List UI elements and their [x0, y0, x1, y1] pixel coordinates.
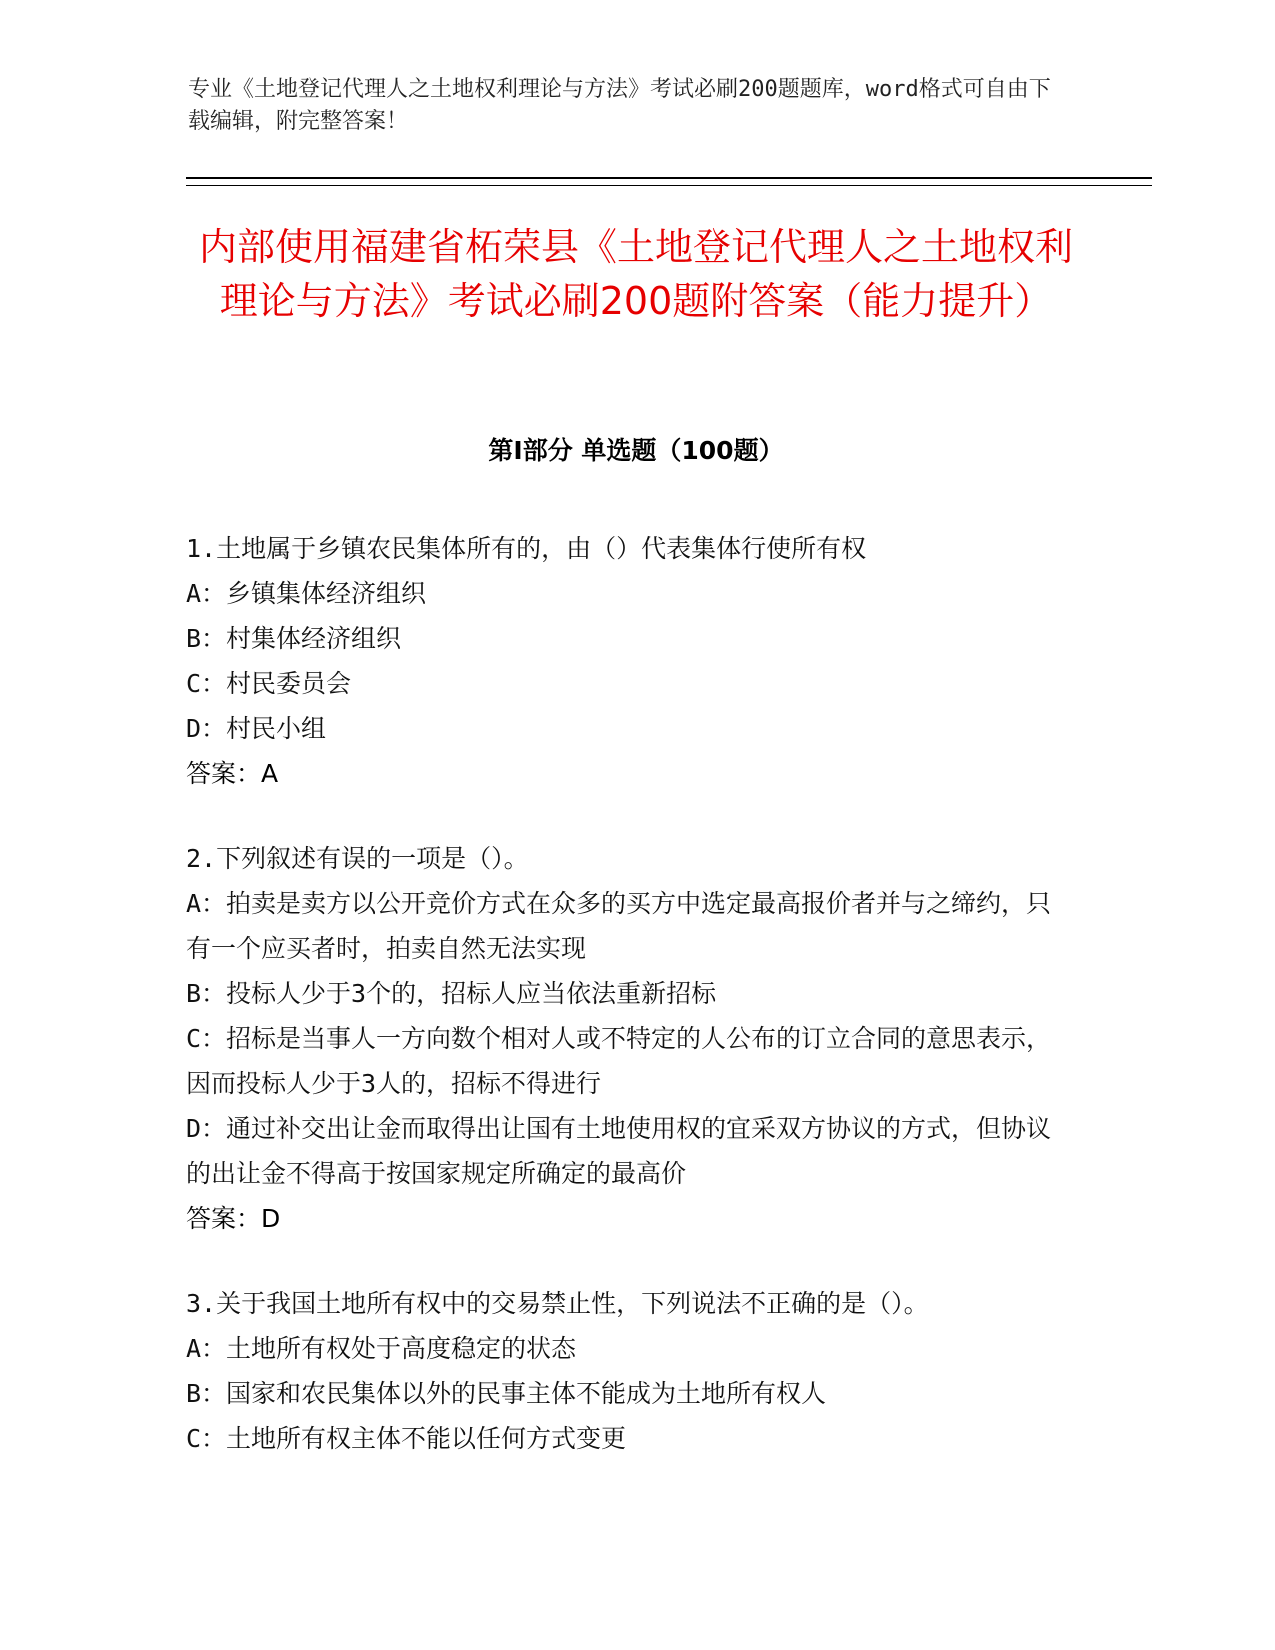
answer-label: 答案：A — [186, 759, 279, 788]
option-b: B：投标人少于3个的，招标人应当依法重新招标 — [186, 979, 717, 1008]
header-divider-thick — [186, 177, 1152, 179]
question-2 — [186, 836, 1076, 1241]
answer-label: 答案：D — [186, 1204, 281, 1233]
question-3 — [186, 1281, 1076, 1461]
option-d: D：村民小组 — [186, 714, 327, 743]
header-divider-thin — [186, 185, 1152, 186]
option-a: A：土地所有权处于高度稳定的状态 — [186, 1334, 577, 1363]
question-list — [186, 526, 1076, 1501]
document-title: 内部使用福建省柘荣县《土地登记代理人之土地权利理论与方法》考试必刷200题附答案（能力提升） — [198, 225, 1073, 323]
header-note: 专业《土地登记代理人之土地权利理论与方法》考试必刷200题题库，word格式可自由下载编辑，附完整答案！ — [188, 77, 1051, 134]
question-stem: 1.土地属于乡镇农民集体所有的，由（）代表集体行使所有权 — [186, 534, 867, 563]
option-a: A：拍卖是卖方以公开竞价方式在众多的买方中选定最高报价者并与之缔约，只有一个应买者时，拍卖自然无法实现 — [186, 889, 1052, 963]
question-1 — [186, 526, 1076, 796]
option-b: B：国家和农民集体以外的民事主体不能成为土地所有权人 — [186, 1379, 827, 1408]
option-c: C：土地所有权主体不能以任何方式变更 — [186, 1424, 627, 1453]
option-c: C：村民委员会 — [186, 669, 352, 698]
section-title: 第I部分 单选题（100题） — [488, 436, 784, 465]
option-a: A：乡镇集体经济组织 — [186, 579, 427, 608]
option-c: C：招标是当事人一方向数个相对人或不特定的人公布的订立合同的意思表示，因而投标人少于3人的，招标不得进行 — [186, 1024, 1052, 1098]
option-d: D：通过补交出让金而取得出让国有土地使用权的宜采双方协议的方式，但协议的出让金不得高于按国家规定所确定的最高价 — [186, 1114, 1052, 1188]
question-stem: 3.关于我国土地所有权中的交易禁止性，下列说法不正确的是（）。 — [186, 1289, 929, 1318]
question-stem: 2.下列叙述有误的一项是（）。 — [186, 844, 529, 873]
option-b: B：村集体经济组织 — [186, 624, 402, 653]
